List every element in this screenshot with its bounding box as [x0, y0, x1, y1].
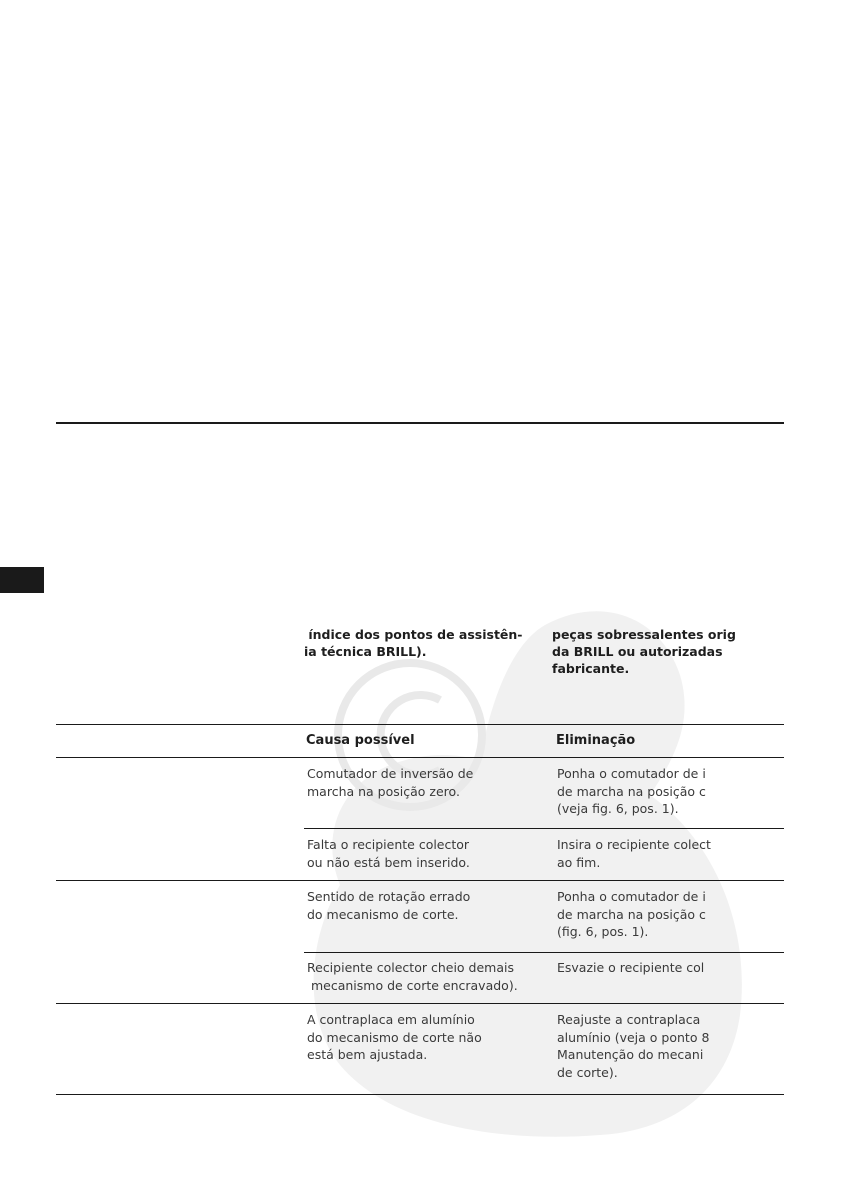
table-cell-cause: Recipiente colector cheio demais mecanismo de corte encravado).: [307, 960, 518, 993]
table-cell-cause: A contraplaca em alumínio do mecanismo de corte não está bem ajustada.: [307, 1012, 482, 1062]
spare-parts-note: peças sobressalentes orig da BRILL ou autorizadas fabricante.: [552, 627, 736, 676]
table-top-rule: [56, 724, 784, 725]
table-bottom-rule: [56, 1094, 784, 1095]
language-tab-marker: [0, 567, 44, 593]
table-cell-cause: Falta o recipiente colector ou não está bem inserido.: [307, 837, 470, 870]
table-group-rule: [56, 880, 784, 881]
table-cell-fix: Ponha o comutador de i de marcha na posição c (fig. 6, pos. 1).: [557, 889, 706, 939]
table-row-rule: [304, 952, 784, 953]
table-group-rule: [56, 1003, 784, 1004]
section-divider: [56, 422, 784, 424]
header-fix: Eliminação: [556, 733, 636, 748]
table-cell-fix: Insira o recipiente colect ao fim.: [557, 837, 711, 870]
table-cell-cause: Sentido de rotação errado do mecanismo de corte.: [307, 889, 471, 922]
header-cause: Causa possível: [306, 733, 415, 748]
table-cell-cause: Comutador de inversão de marcha na posição zero.: [307, 766, 474, 799]
service-points-note: índice dos pontos de assistên- ia técnica BRILL).: [304, 627, 523, 659]
table-row-rule: [304, 828, 784, 829]
table-cell-fix: Ponha o comutador de i de marcha na posição c (veja fig. 6, pos. 1).: [557, 766, 706, 816]
table-cell-fix: Esvazie o recipiente col: [557, 960, 705, 975]
table-cell-fix: Reajuste a contraplaca alumínio (veja o ponto 8 Manutenção do mecani de corte).: [557, 1012, 710, 1080]
table-header-rule: [56, 757, 784, 758]
